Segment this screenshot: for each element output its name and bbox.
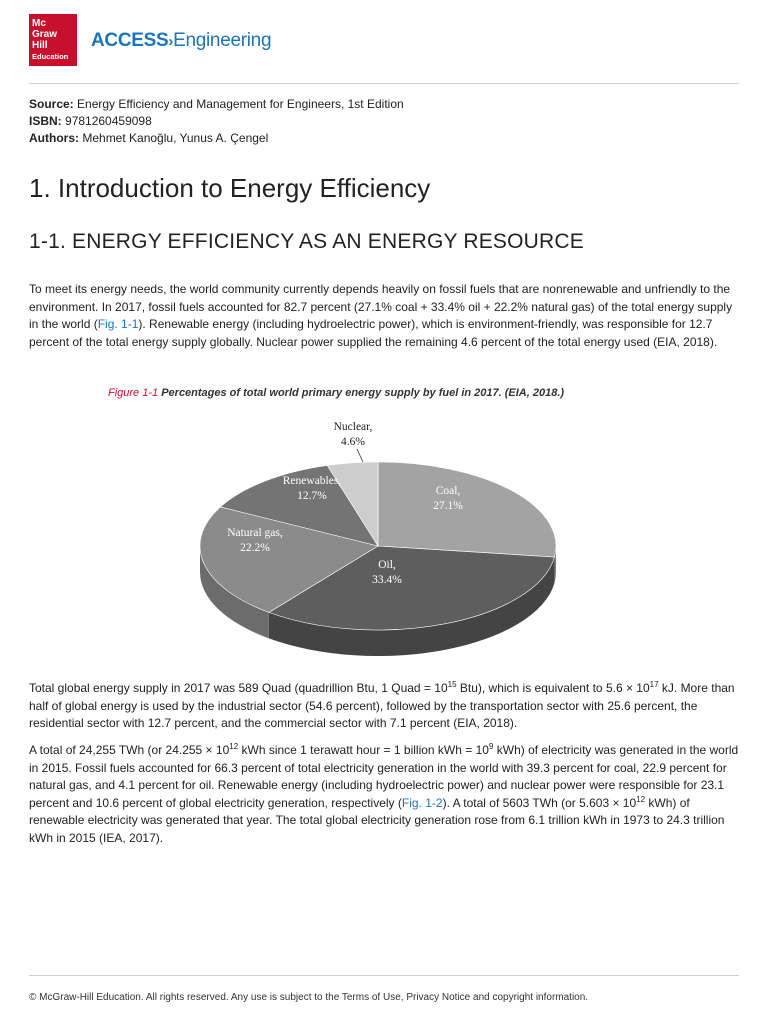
book-metadata	[29, 96, 404, 147]
source-line: Source: Energy Efficiency and Management for Engineers, 1st Edition	[29, 97, 404, 111]
pie-label-3-value: 12.7%	[297, 490, 327, 502]
pie-label-0-category: Coal,	[435, 485, 461, 497]
paragraph-3: A total of 24,255 TWh (or $24.255 \times 10^{12}$ kWh since 1 terawatt hour = 1 billion kWh = $10^9$ kWh) of electricity was generated in the world in 2015. Fossil fuels accounted for 66.3 percent of total electricity generation in the world with 39.3 percent for coal, 22.9 percent for natural gas, and 4.1 percent for oil. Renewable energy (including hydroelectric power) and nuclear power were responsible for 23.1 percent and 10.6 percent of global electricity generation, respectively (Fig. 1-2). A total of 5603 TWh (or $5.603 \times 10^{12}$ kWh) of renewable electricity was generated that year. The total global electricity generation rose from 6.1 trillion kWh in 1973 to 24.3 trillion kWh in 2015 (IEA, 2017).	[29, 742, 739, 845]
pie-slice-0	[378, 462, 556, 557]
figure-caption-text: Percentages of total world primary energy supply by fuel in 2017. (EIA, 2018.)	[161, 387, 565, 399]
page-header	[29, 14, 739, 82]
pie-label-4-category: Nuclear,	[333, 421, 373, 433]
pie-label-4-value: 4.6%	[341, 436, 365, 448]
authors-line: Authors: Mehmet Kanoğlu, Yunus A. Çengel	[29, 131, 269, 145]
mcgraw-hill-logo[interactable]: Mc Graw Hill Education	[29, 14, 77, 66]
copyright-footer: © McGraw-Hill Education. All rights reserved. Any use is subject to the Terms of Use, Privacy Notice and copyright information.	[29, 992, 589, 1003]
fig-1-1-link[interactable]: Fig. 1-1	[97, 317, 139, 332]
pie-label-3-category: Renewables,	[282, 475, 342, 487]
fig-1-2-link[interactable]: Fig. 1-2	[401, 795, 443, 810]
pie-label-1-value: 33.4%	[372, 574, 402, 586]
pie-label-2-value: 22.2%	[240, 542, 270, 554]
section-title: 1-1. ENERGY EFFICIENCY AS AN ENERGY RESOURCE	[29, 230, 584, 253]
chapter-title: 1. Introduction to Energy Efficiency	[29, 173, 431, 203]
pie-label-2-category: Natural gas,	[227, 527, 283, 539]
pie-label-0-value: 27.1%	[433, 500, 463, 512]
isbn-line: ISBN: 9781260459098	[29, 114, 152, 128]
access-engineering-logo[interactable]: ACCESS›Engineering	[91, 30, 272, 51]
pie-label-1-category: Oil,	[378, 559, 396, 571]
paragraph-1: To meet its energy needs, the world community currently depends heavily on fossil fuels that are nonrenewable and unfriendly to the environment. In 2017, fossil fuels accounted for 82.7 percent (27.1% coal + 33.4% oil + 22.2% natural gas) of the total energy supply in the world (Fig. 1-1). Renewable energy (including hydroelectric power), which is environment-friendly, was responsible for 12.7 percent of the total energy supply globally. Nuclear power supplied the remaining 4.6 percent of the total energy used (EIA, 2018).	[29, 282, 733, 349]
figure-label: Figure 1-1	[108, 387, 159, 399]
header-divider	[29, 83, 739, 84]
nuclear-leader-line	[357, 449, 363, 462]
energy-supply-pie-chart	[200, 416, 560, 666]
footer-divider	[29, 975, 739, 976]
figure-caption	[108, 387, 564, 399]
paragraph-2: Total global energy supply in 2017 was 589 Quad (quadrillion Btu, 1 Quad = $10^{15}$ Btu), which is equivalent to $5.6 \times 10^{17}$ kJ. More than half of global energy is used by the industrial sector (54.6 percent), followed by the transportation sector with 25.6 percent, the residential sector with 12.7 percent, and the commercial sector with 7.1 percent (EIA, 2018).	[29, 680, 735, 731]
